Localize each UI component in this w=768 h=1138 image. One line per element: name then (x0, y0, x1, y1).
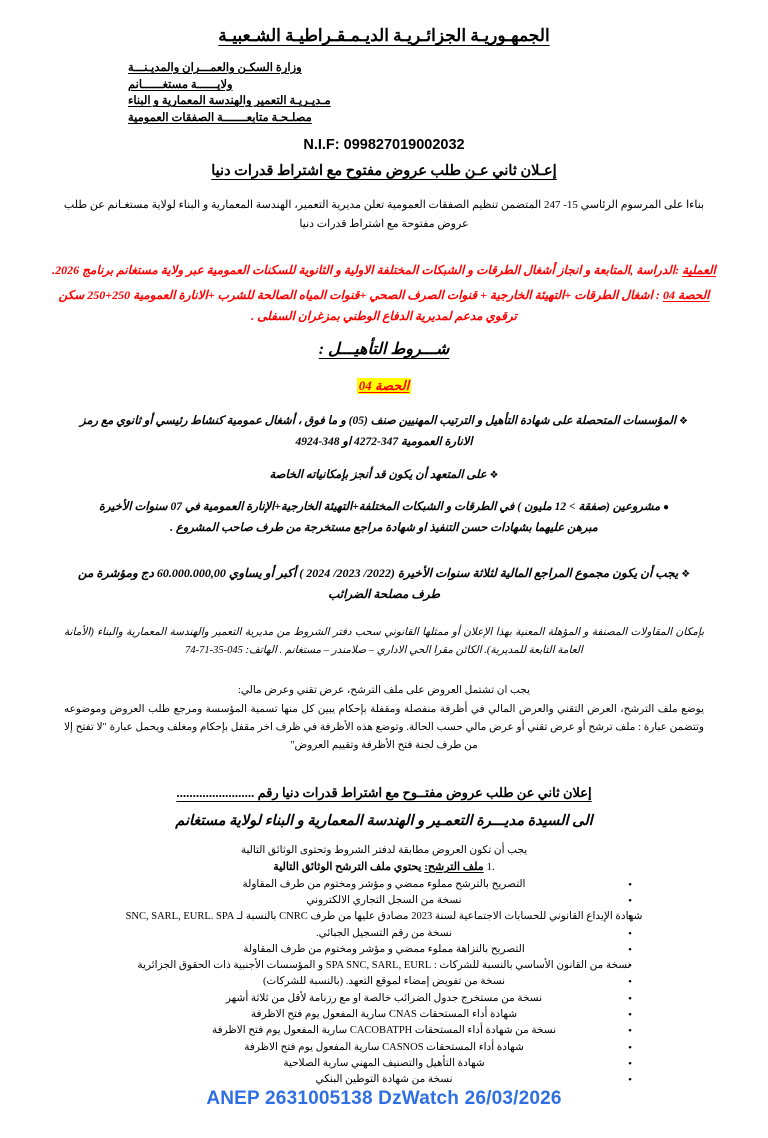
addressee-line: الى السيدة مديـــرة التعمـير و الهندسة المعمارية و البناء لولاية مستغانم (175, 812, 593, 829)
diamond-bullet-icon: ❖ (679, 416, 688, 428)
condition-item-3 (88, 497, 680, 538)
republic-title: الجمهـوريـة الجزائـريـة الديـمـقـراطيـة الشـعبيـة (218, 26, 550, 45)
second-announcement-title: إعلان ثاني عن طلب عروض مفتــوح مع اشتراط قدرات دنيا رقم ........................ (176, 784, 592, 800)
announcement-title: إعـلان ثاني عـن طلب عروض مفتوح مع اشتراط قدرات دنيا (211, 162, 557, 179)
operation-text: :الدراسة ,المتابعة و انجاز أشغال الطرقات و الشبكات المختلفة الاولية و الثانوية للسكنات العمومية عبر ولاية مستغانم برنامج 2026. (52, 263, 680, 278)
list-item: • التصريح بالنزاهة مملوء ممضي و مؤشر ومختوم من طرف المقاولة (40, 942, 728, 958)
list-item: • شهادة أداء المستحقات CNAS سارية المفعول يوم فتح الاظرفة (40, 1007, 728, 1023)
diamond-bullet-icon: ❖ (681, 568, 691, 580)
documents-list (40, 877, 728, 1088)
list-item: • نسخة من رقم التسجيل الجبائي. (40, 926, 728, 942)
lot-text: : اشغال الطرقات +التهيئة الخارجية + قنوات الصرف الصحي +قنوات المياه الصالحة للشرب +الانارة العمومية 250+250 سكن ترقوي مدعم لمديرية الدفاع الوطني بمزغران السفلى . (58, 288, 660, 324)
operation-label: العملية (682, 263, 716, 278)
list-number: 1. (486, 860, 495, 873)
qualification-heading: شـــروط التأهيـــل : (318, 341, 450, 359)
list-item: • شهادة الإيداع القانوني للحسابات الاجتماعية لسنة 2023 مصادق عليها من طرف CNRC بالنسبة لـ SNC, SARL, EURL. SPA (40, 909, 728, 925)
list-item: • نسخة من القانون الأساسي بالنسبة للشركات : SPA SNC, SARL, EURL و المؤسسات الأجنبية ذات الحقوق الجزائرية (40, 958, 728, 974)
ministry-header-block (40, 60, 728, 127)
ministry-line-4: مصلـحـة متابعـــــــة الصفقات العمومية (128, 112, 312, 125)
ministry-line-3: مـديـريـة التعمير والهندسة المعمارية و البناء (128, 95, 331, 108)
condition-text-1: المؤسسات المتحصلة على شهادة التأهيل و الترتيب المهنيين صنف (05) و ما فوق ، أشغال عمومية كنشاط رئيسي أو ثانوي مع رمز الانارة العمومية 347-4272 او 348-4924 (80, 415, 677, 448)
ministry-line-2: ولايــــــة مستغــــــانم (128, 78, 233, 91)
diamond-bullet-icon: ❖ (489, 469, 499, 481)
anep-footer: ANEP 2631005138 DzWatch 26/03/2026 (206, 1088, 562, 1109)
ministry-line-1: وزارة السكـن والعمـــران والمديـنـــة (128, 62, 302, 74)
lot-label: الحصة 04 (662, 288, 710, 303)
condition-text-3: مشروعين (صفقة > 12 مليون ) في الطرقات و الشبكات المختلفة+التهيئة الخارجية+الإنارة العمومية في 07 سنوات الأخيرة مبرهن عليهما بشهادات حسن التنفيذ او شهادة مراجع مستخرجة من طرف صاحب المشروع . (98, 501, 661, 534)
condition-item-2 (70, 465, 698, 486)
list-item: • شهادة التأهيل والتصنيف المهني سارية الصلاحية (40, 1056, 728, 1072)
lot-badge-wrapper (40, 377, 728, 395)
numbered-item-label: ملف الترشح: (424, 860, 484, 873)
list-item: • التصريح بالترشح مملوء ممضي و مؤشر ومختوم من طرف المقاولة (40, 877, 728, 893)
numbered-item-1 (40, 860, 728, 873)
list-item: • نسخة من تفويض إمضاء لموقع التعهد. (بالنسبة للشركات) (40, 974, 728, 990)
intro-paragraph: بناءا على المرسوم الرئاسي 15- 247 المتضمن تنظيم الصفقات العمومية تعلن مديرية التعمير، الهندسة المعمارية و البناء لولاية مستغـانم عن طلب عروض مفتوحة مع اشتراط قدرات دنيا (63, 198, 705, 230)
list-item: • نسخة من مستخرج جدول الضرائب خالصة او مع رزنامة لأقل من ثلاثة أشهر (40, 991, 728, 1007)
condition-item-4 (70, 563, 698, 606)
offer-paragraph-1: يجب ان تشتمل العروض على ملف الترشح، عرض تقني وعرض مالي: (237, 684, 531, 696)
withdrawal-paragraph: بإمكان المقاولات المصنفة و المؤهلة المعنية بهذا الإعلان أو ممثلها القانوني سحب دفتر الشروط من مديرية التعمير والهندسة المعمارية والبناء (الأمانة العامة التابعة للمديرية). الكائن مقرا الحي الاداري – صلامندر – مستغانم . الهاتف: 045-35-71-74 (64, 626, 704, 656)
numbered-item-text: يحتوي ملف الترشح الوثائق التالية (273, 860, 422, 873)
condition-text-2: على المتعهد أن يكون قد أنجز بإمكانياته الخاصة (269, 468, 487, 481)
condition-item-1 (70, 411, 698, 452)
list-item: • نسخة من السجل التجاري الالكتروني (40, 893, 728, 909)
lot-badge: الحصة 04 (358, 378, 410, 394)
lot-block (46, 285, 722, 327)
nif-number: N.I.F: 099827019002032 (303, 136, 465, 153)
list-item: • نسخة من شهادة أداء المستحقات CACOBATPH سارية المفعول يوم فتح الاظرفة (40, 1023, 728, 1039)
conformity-line: يجب أن تكون العروض مطابقة لدفتر الشروط وتحتوى الوثائق التالية (240, 844, 528, 856)
operation-block (46, 260, 722, 281)
condition-text-4: يجب أن يكون مجموع المراجع المالية لثلاثة سنوات الأخيرة (2022/ 2023/ 2024 ) أكبر أو يساوي 60.000.000,00 دج ومؤشرة من طرف مصلحة الضرائب (77, 565, 679, 602)
offer-paragraph-2: يوضع ملف الترشح، العرض التقني والعرض المالي في أظرفة منفصلة ومقفلة بإحكام يبين كل منها تسمية المؤسسة ومرجع طلب العروض وموضوعه وتتضمن عبارة : ملف ترشح أو عرض تقني أو عرض مالي حسب الحالة. وتوضع هذه الأظرفة في ظرف اخر مقفل بإحكام ومغلف ويحمل عبارة "لا تفتح إلا من طرف لجنة فتح الأظرفة وتقييم العروض" (64, 704, 704, 752)
round-bullet-icon: ● (663, 502, 670, 514)
list-item: • نسخة من شهادة التوطين البنكي (40, 1072, 728, 1088)
list-item: • شهادة أداء المستحقات CASNOS سارية المفعول يوم فتح الاظرفة (40, 1040, 728, 1056)
